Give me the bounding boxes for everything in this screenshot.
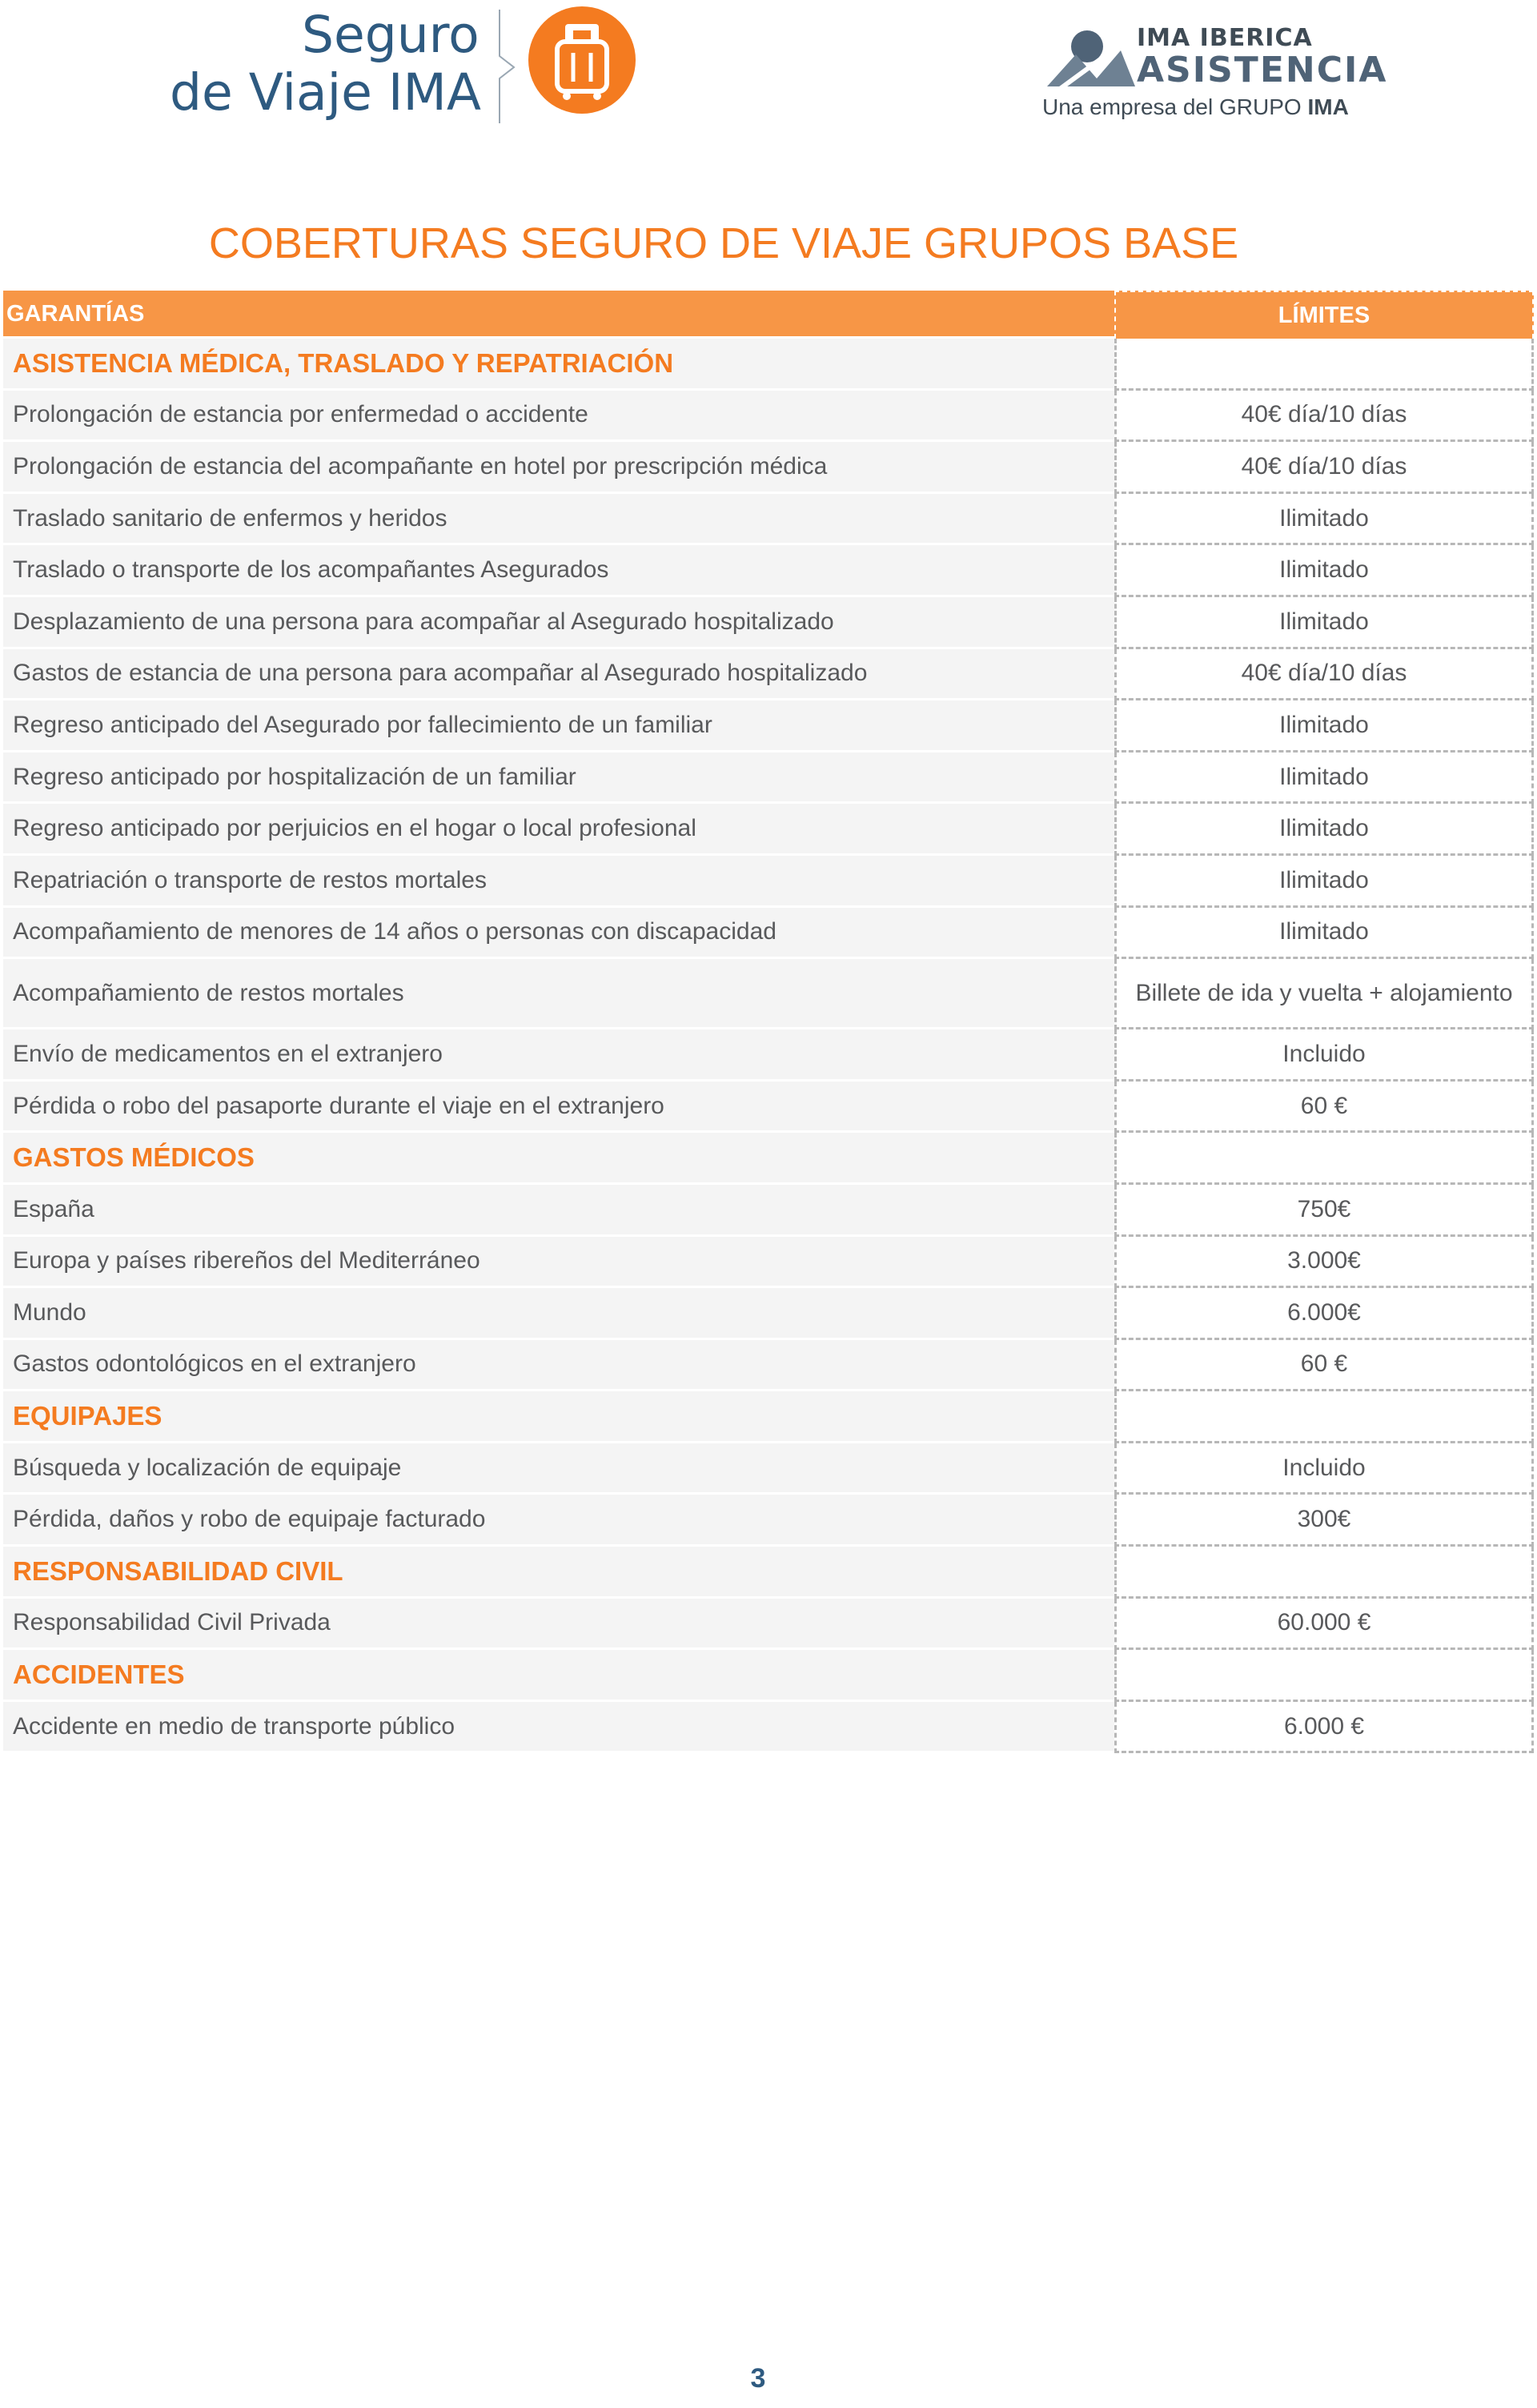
limit-value: 40€ día/10 días [1114, 442, 1534, 494]
table-row [3, 597, 1534, 649]
table-row [3, 856, 1534, 908]
table-body [3, 339, 1534, 1753]
section-title: ACCIDENTES [3, 1650, 1114, 1702]
limit-value [1114, 339, 1534, 391]
table-row [3, 700, 1534, 752]
limit-value: 60 € [1114, 1340, 1534, 1392]
table-row [3, 1599, 1534, 1651]
table-row [3, 804, 1534, 856]
brand-line-1: Seguro [302, 6, 480, 64]
section-row [3, 1133, 1534, 1185]
guarantee-label: Repatriación o transporte de restos mortales [3, 856, 1114, 908]
ima-tagline-prefix: Una empresa del GRUPO [1042, 94, 1302, 119]
guarantee-label: Accidente en medio de transporte público [3, 1702, 1114, 1754]
guarantee-label: Traslado sanitario de enfermos y heridos [3, 494, 1114, 546]
limit-value: 3.000€ [1114, 1237, 1534, 1289]
guarantee-label: Acompañamiento de menores de 14 años o personas con discapacidad [3, 908, 1114, 960]
table-row [3, 391, 1534, 443]
table-row [3, 494, 1534, 546]
limit-value: 60 € [1114, 1082, 1534, 1134]
table-row [3, 752, 1534, 805]
page-number: 3 [750, 2363, 766, 2394]
guarantee-label: Traslado o transporte de los acompañantes Asegurados [3, 545, 1114, 597]
guarantee-label: Desplazamiento de una persona para acompañar al Asegurado hospitalizado [3, 597, 1114, 649]
guarantee-label: Gastos de estancia de una persona para acompañar al Asegurado hospitalizado [3, 649, 1114, 701]
table-row [3, 1495, 1534, 1547]
limit-value: Incluido [1114, 1443, 1534, 1495]
brand-separator-chevron [496, 6, 520, 126]
table-row [3, 545, 1534, 597]
guarantee-label: Mundo [3, 1288, 1114, 1340]
table-row [3, 1702, 1534, 1754]
table-row [3, 908, 1534, 960]
table-row [3, 1340, 1534, 1392]
limit-value: Ilimitado [1114, 908, 1534, 960]
limit-value: 6.000€ [1114, 1288, 1534, 1340]
table-row [3, 959, 1534, 1029]
table-row [3, 1443, 1534, 1495]
brand-wordmark [170, 6, 481, 122]
table-row [3, 1029, 1534, 1082]
guarantee-label: España [3, 1185, 1114, 1237]
page-header [0, 0, 1537, 184]
limit-value: Incluido [1114, 1029, 1534, 1082]
limit-value: 40€ día/10 días [1114, 391, 1534, 443]
section-row [3, 1650, 1534, 1702]
guarantee-label: Pérdida o robo del pasaporte durante el viaje en el extranjero [3, 1082, 1114, 1134]
limit-value: Ilimitado [1114, 597, 1534, 649]
limit-value: Ilimitado [1114, 752, 1534, 805]
header-limits: LÍMITES [1114, 291, 1534, 339]
table-row [3, 1082, 1534, 1134]
limit-value: 60.000 € [1114, 1599, 1534, 1651]
limit-value: Ilimitado [1114, 700, 1534, 752]
guarantee-label: Europa y países ribereños del Mediterráneo [3, 1237, 1114, 1289]
limit-value: Ilimitado [1114, 804, 1534, 856]
guarantee-label: Regreso anticipado del Asegurado por fallecimiento de un familiar [3, 700, 1114, 752]
ima-tagline-bold: IMA [1307, 94, 1349, 119]
table-row [3, 1237, 1534, 1289]
guarantee-label: Prolongación de estancia por enfermedad o accidente [3, 391, 1114, 443]
guarantee-label: Regreso anticipado por perjuicios en el hogar o local profesional [3, 804, 1114, 856]
coverage-table [3, 291, 1534, 1753]
table-row [3, 1185, 1534, 1237]
table-row [3, 442, 1534, 494]
table-header-row [3, 291, 1534, 339]
section-title: GASTOS MÉDICOS [3, 1133, 1114, 1185]
guarantee-label: Pérdida, daños y robo de equipaje facturado [3, 1495, 1114, 1547]
section-title: RESPONSABILIDAD CIVIL [3, 1547, 1114, 1599]
suitcase-icon [528, 6, 636, 114]
ima-tagline [1042, 94, 1349, 120]
guarantee-label: Responsabilidad Civil Privada [3, 1599, 1114, 1651]
limit-value [1114, 1650, 1534, 1702]
guarantee-label: Regreso anticipado por hospitalización de un familiar [3, 752, 1114, 805]
limit-value: Ilimitado [1114, 545, 1534, 597]
limit-value [1114, 1547, 1534, 1599]
asistencia-text: ASISTENCIA [1137, 50, 1388, 90]
guarantee-label: Búsqueda y localización de equipaje [3, 1443, 1114, 1495]
section-row [3, 1547, 1534, 1599]
limit-value: 6.000 € [1114, 1702, 1534, 1754]
guarantee-label: Acompañamiento de restos mortales [3, 959, 1114, 1029]
brand-line-2: de Viaje IMA [170, 63, 481, 122]
guarantee-label: Gastos odontológicos en el extranjero [3, 1340, 1114, 1392]
header-guarantees: GARANTÍAS [3, 291, 1114, 339]
guarantee-label: Envío de medicamentos en el extranjero [3, 1029, 1114, 1082]
limit-value: 750€ [1114, 1185, 1534, 1237]
limit-value: Ilimitado [1114, 856, 1534, 908]
section-title: EQUIPAJES [3, 1391, 1114, 1443]
guarantee-label: Prolongación de estancia del acompañante en hotel por prescripción médica [3, 442, 1114, 494]
limit-value [1114, 1133, 1534, 1185]
limit-value: Ilimitado [1114, 494, 1534, 546]
section-row [3, 1391, 1534, 1443]
limit-value: 40€ día/10 días [1114, 649, 1534, 701]
limit-value [1114, 1391, 1534, 1443]
limit-value: 300€ [1114, 1495, 1534, 1547]
table-row [3, 1288, 1534, 1340]
section-row [3, 339, 1534, 391]
section-title: ASISTENCIA MÉDICA, TRASLADO Y REPATRIACIÓN [3, 339, 1114, 391]
limit-value: Billete de ida y vuelta + alojamiento [1114, 959, 1534, 1029]
ima-iberica-text: IMA IBERICA [1137, 24, 1313, 52]
table-row [3, 649, 1534, 701]
page-title: COBERTURAS SEGURO DE VIAJE GRUPOS BASE [208, 219, 1239, 267]
